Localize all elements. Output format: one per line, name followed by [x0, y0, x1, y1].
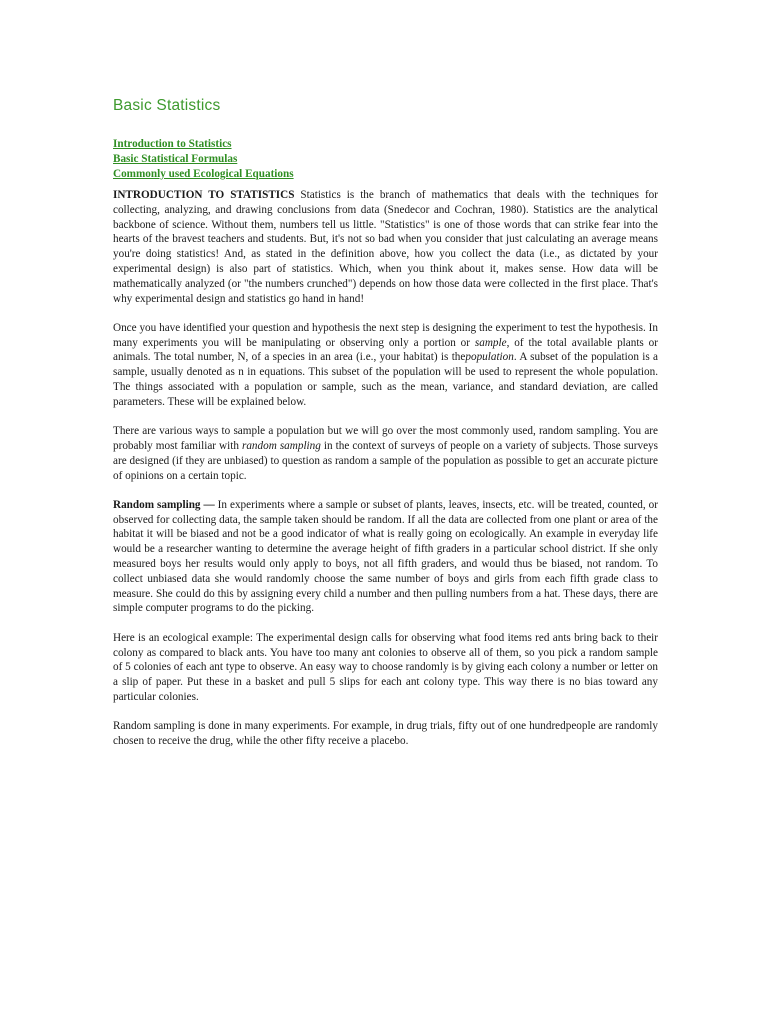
- term-random-sampling: random sampling: [241, 439, 321, 452]
- paragraph-text: There are various ways to sample a population but we will go over the most commonly used, random sampling. You are probably most familiar with: [113, 425, 658, 452]
- section-heading-introduction: INTRODUCTION TO STATISTICS: [113, 189, 295, 201]
- paragraph-text: Once you have identified your question and hypothesis the next step is designing the experiment to test the hypothesis. In many experiments you will be manipulating or observing only a portion or: [113, 321, 658, 349]
- table-of-contents: [113, 137, 658, 182]
- document-body: [113, 97, 658, 763]
- paragraph-ecological-example: Here is an ecological example: The experimental design calls for observing what food items red ants bring back to their colony as compared to black ants. You have too many ant colonies to observe all of them, so you pick a random sample of 5 colonies of each ant type to observe. An easy way to choose randomly is by giving each colony a number or letter on a slip of paper. Put these in a basket and pull 5 slips for each ant colony type. This way there is no bias toward any particular colonies.: [113, 631, 658, 703]
- paragraph-text: in the context of surveys of people on a variety of subjects. Those surveys are designed (if they are unbiased) to question as random a sample of the population as possible to get an accurate picture of opinions on a certain topic.: [113, 439, 658, 482]
- paragraph-text: , of the total available plants or animals. The total number, N, of a species in an area (i.e., your habitat) is the: [113, 336, 658, 364]
- paragraph-text: In experiments where a sample or subset of plants, leaves, insects, etc. will be treated, counted, or observed for collecting data, the sample taken should be random. If all the data are collected from one plant or area of the habitat it will be biased and not be a good indicator of what is really going on ecologically. An example in everyday life would be a researcher wanting to determine the average height of fifth graders in a particular school district. If she only measured boys her results would only apply to boys, not all fifth graders, and would thus be biased, not random. To collect unbiased data she would randomly choose the same number of boys and girls from each fifth grade class to measure. She could do this by assigning every child a number and then pulling numbers from a hat. These days, there are simple computer programs to do the picking.: [113, 498, 658, 615]
- paragraph-population: [113, 321, 658, 410]
- paragraph-drug-trials: Random sampling is done in many experiments. For example, in drug trials, fifty out of one hundredpeople are randomly chosen to receive the drug, while the other fifty receive a placebo.: [113, 720, 658, 747]
- toc-link-formulas[interactable]: Basic Statistical Formulas: [113, 153, 238, 165]
- page-title: Basic Statistics: [113, 97, 221, 114]
- paragraph-sampling-methods: [113, 424, 658, 483]
- paragraph-text: Statistics is the branch of mathematics that deals with the techniques for collecting, analyzing, and drawing conclusions from data (Snedecor and Cochran, 1980). Statistics are the analytical backbone of science. Without them, numbers tell us little. "Statistics" is one of those words that can strike fear into the hearts of the bravest teachers and students. But, it's not so bad when you consider that just calculating an average means you're doing statistics! And, as stated in the definition above, how you collect the data (i.e., as dictated by your experimental design) is also part of statistics. Which, when you think about it, makes sense. How data will be mathematically analyzed (or "the numbers crunched") depends on how those data were collected in the first place. That's why experimental design and statistics go hand in hand!: [113, 189, 658, 305]
- paragraph-text: . A subset of the population is a sample, usually denoted as n in equations. This subset of the population will be used to represent the whole population. The things associated with a population or sample, such as the mean, variance, and standard deviation, are called parameters. These will be explained below.: [113, 351, 658, 408]
- paragraph-introduction: [113, 188, 658, 306]
- toc-link-introduction[interactable]: Introduction to Statistics: [113, 138, 232, 150]
- toc-link-ecological-equations[interactable]: Commonly used Ecological Equations: [113, 168, 294, 180]
- section-heading-random-sampling: Random sampling —: [113, 498, 215, 511]
- term-population: population: [465, 351, 514, 364]
- paragraph-random-sampling: [113, 498, 658, 616]
- term-sample: sample: [474, 336, 507, 349]
